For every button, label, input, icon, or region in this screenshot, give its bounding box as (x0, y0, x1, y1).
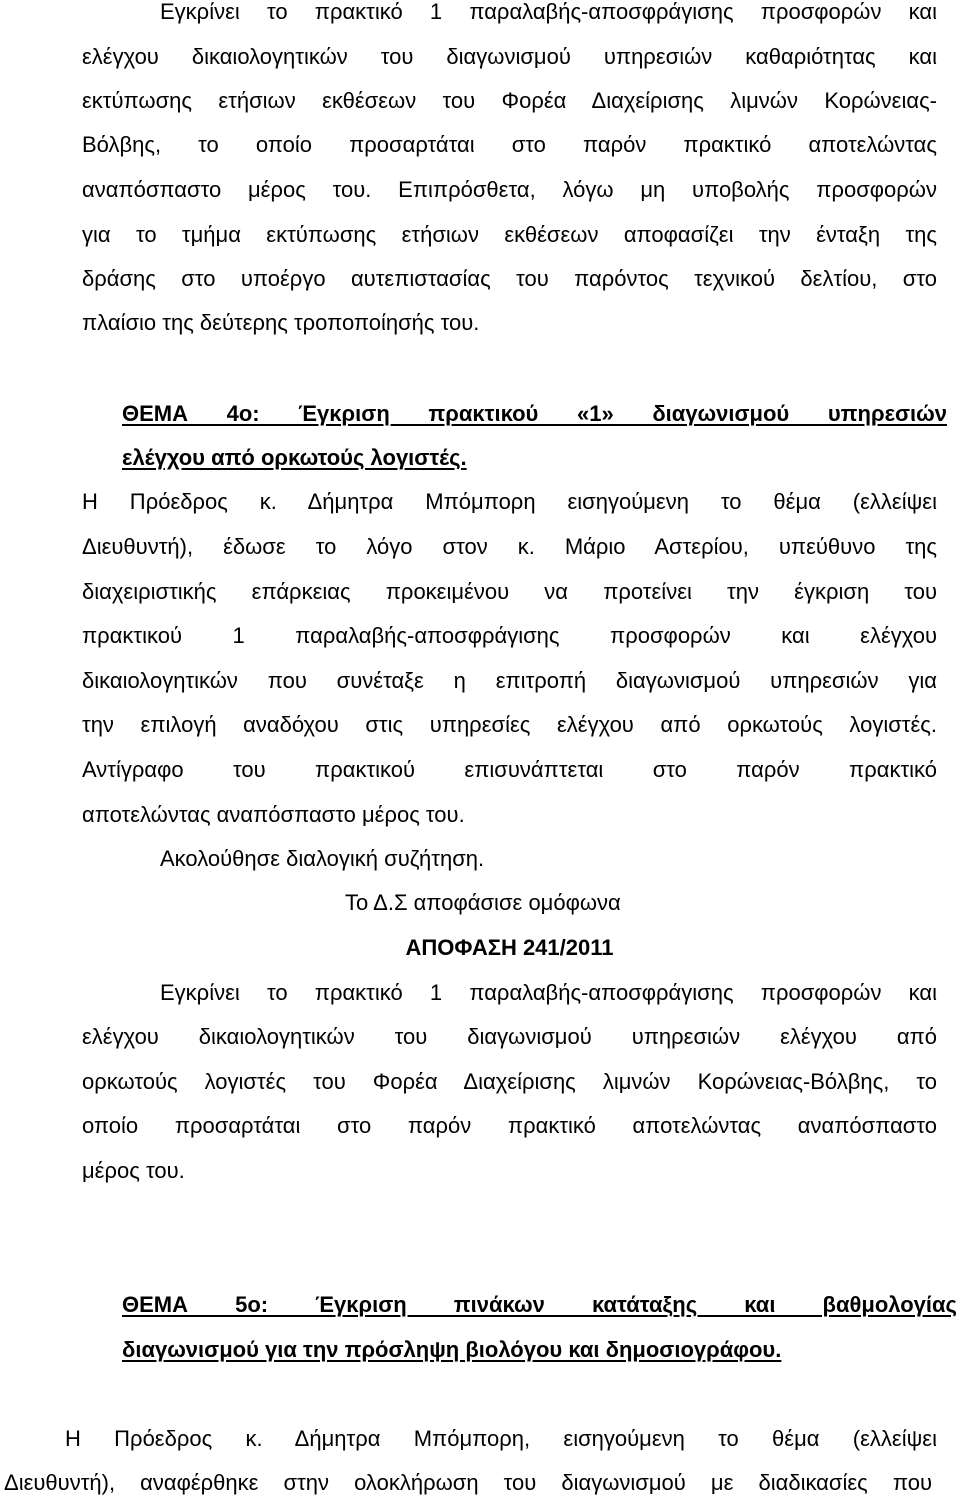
paragraph-line: δικαιολογητικών που συνέταξε η επιτροπή διαγωνισμού υπηρεσιών για (82, 668, 937, 693)
paragraph-line: ορκωτούς λογιστές του Φορέα Διαχείρισης λιμνών Κορώνειας-Βόλβης, το (82, 1069, 937, 1094)
topic-5-heading: διαγωνισμού για την πρόσληψη βιολόγου και δημοσιογράφου. (122, 1337, 782, 1362)
paragraph-line: Η Πρόεδρος κ. Δήμητρα Μπόμπορη εισηγούμενη το θέμα (ελλείψει (82, 489, 937, 514)
paragraph-line: αναπόσπαστο μέρος του. Επιπρόσθετα, λόγω μη υποβολής προσφορών (82, 177, 937, 202)
topic-4-heading: ΘΕΜΑ 4ο: Έγκριση πρακτικού «1» διαγωνισμού υπηρεσιών (122, 401, 947, 426)
paragraph-line: Αντίγραφο του πρακτικού επισυνάπτεται στο παρόν πρακτικό (82, 757, 937, 782)
paragraph-line: πλαίσιο της δεύτερης τροποποίησής του. (82, 310, 480, 335)
paragraph-line: Βόλβης, το οποίο προσαρτάται στο παρόν πρακτικό αποτελώντας (82, 132, 937, 157)
discussion-line: Ακολούθησε διαλογική συζήτηση. (160, 846, 485, 871)
topic-5-heading: ΘΕΜΑ 5ο: Έγκριση πινάκων κατάταξης και βαθμολογίας (122, 1292, 957, 1317)
decision-title: ΑΠΟΦΑΣΗ 241/2011 (405, 935, 614, 960)
council-decision-line: Το Δ.Σ αποφάσισε ομόφωνα (345, 890, 621, 915)
paragraph-line: πρακτικού 1 παραλαβής-αποσφράγισης προσφορών και ελέγχου (82, 623, 937, 648)
paragraph-line: Εγκρίνει το πρακτικό 1 παραλαβής-αποσφράγισης προσφορών και (160, 980, 937, 1005)
paragraph-line: οποίο προσαρτάται στο παρόν πρακτικό αποτελώντας αναπόσπαστο (82, 1113, 937, 1138)
paragraph-line: δράσης στο υποέργο αυτεπιστασίας του παρόντος τεχνικού δελτίου, στο (82, 266, 937, 291)
paragraph-line: αποτελώντας αναπόσπαστο μέρος του. (82, 802, 465, 827)
paragraph-line: εκτύπωσης ετήσιων εκθέσεων του Φορέα Διαχείρισης λιμνών Κορώνειας- (82, 88, 937, 113)
paragraph-line: διαχειριστικής επάρκειας προκειμένου να προτείνει την έγκριση του (82, 579, 937, 604)
paragraph-line: την επιλογή αναδόχου στις υπηρεσίες ελέγχου από ορκωτούς λογιστές. (82, 712, 937, 737)
paragraph-line: ελέγχου δικαιολογητικών του διαγωνισμού υπηρεσιών καθαριότητας και (82, 44, 937, 69)
paragraph-line: μέρος του. (82, 1158, 185, 1183)
paragraph-line: ελέγχου δικαιολογητικών του διαγωνισμού υπηρεσιών ελέγχου από (82, 1024, 937, 1049)
paragraph-line: Εγκρίνει το πρακτικό 1 παραλαβής-αποσφράγισης προσφορών και (160, 0, 937, 24)
paragraph-line: για το τμήμα εκτύπωσης ετήσιων εκθέσεων αποφασίζει την ένταξη της (82, 222, 937, 247)
paragraph-line: Διευθυντή), έδωσε το λόγο στον κ. Μάριο Αστερίου, υπεύθυνο της (82, 534, 937, 559)
topic-4-heading: ελέγχου από ορκωτούς λογιστές. (122, 445, 467, 470)
paragraph-line: Η Πρόεδρος κ. Δήμητρα Μπόμπορη, εισηγούμενη το θέμα (ελλείψει (65, 1426, 937, 1451)
paragraph-line: Διευθυντή), αναφέρθηκε στην ολοκλήρωση του διαγωνισμού με διαδικασίες που (4, 1470, 932, 1495)
